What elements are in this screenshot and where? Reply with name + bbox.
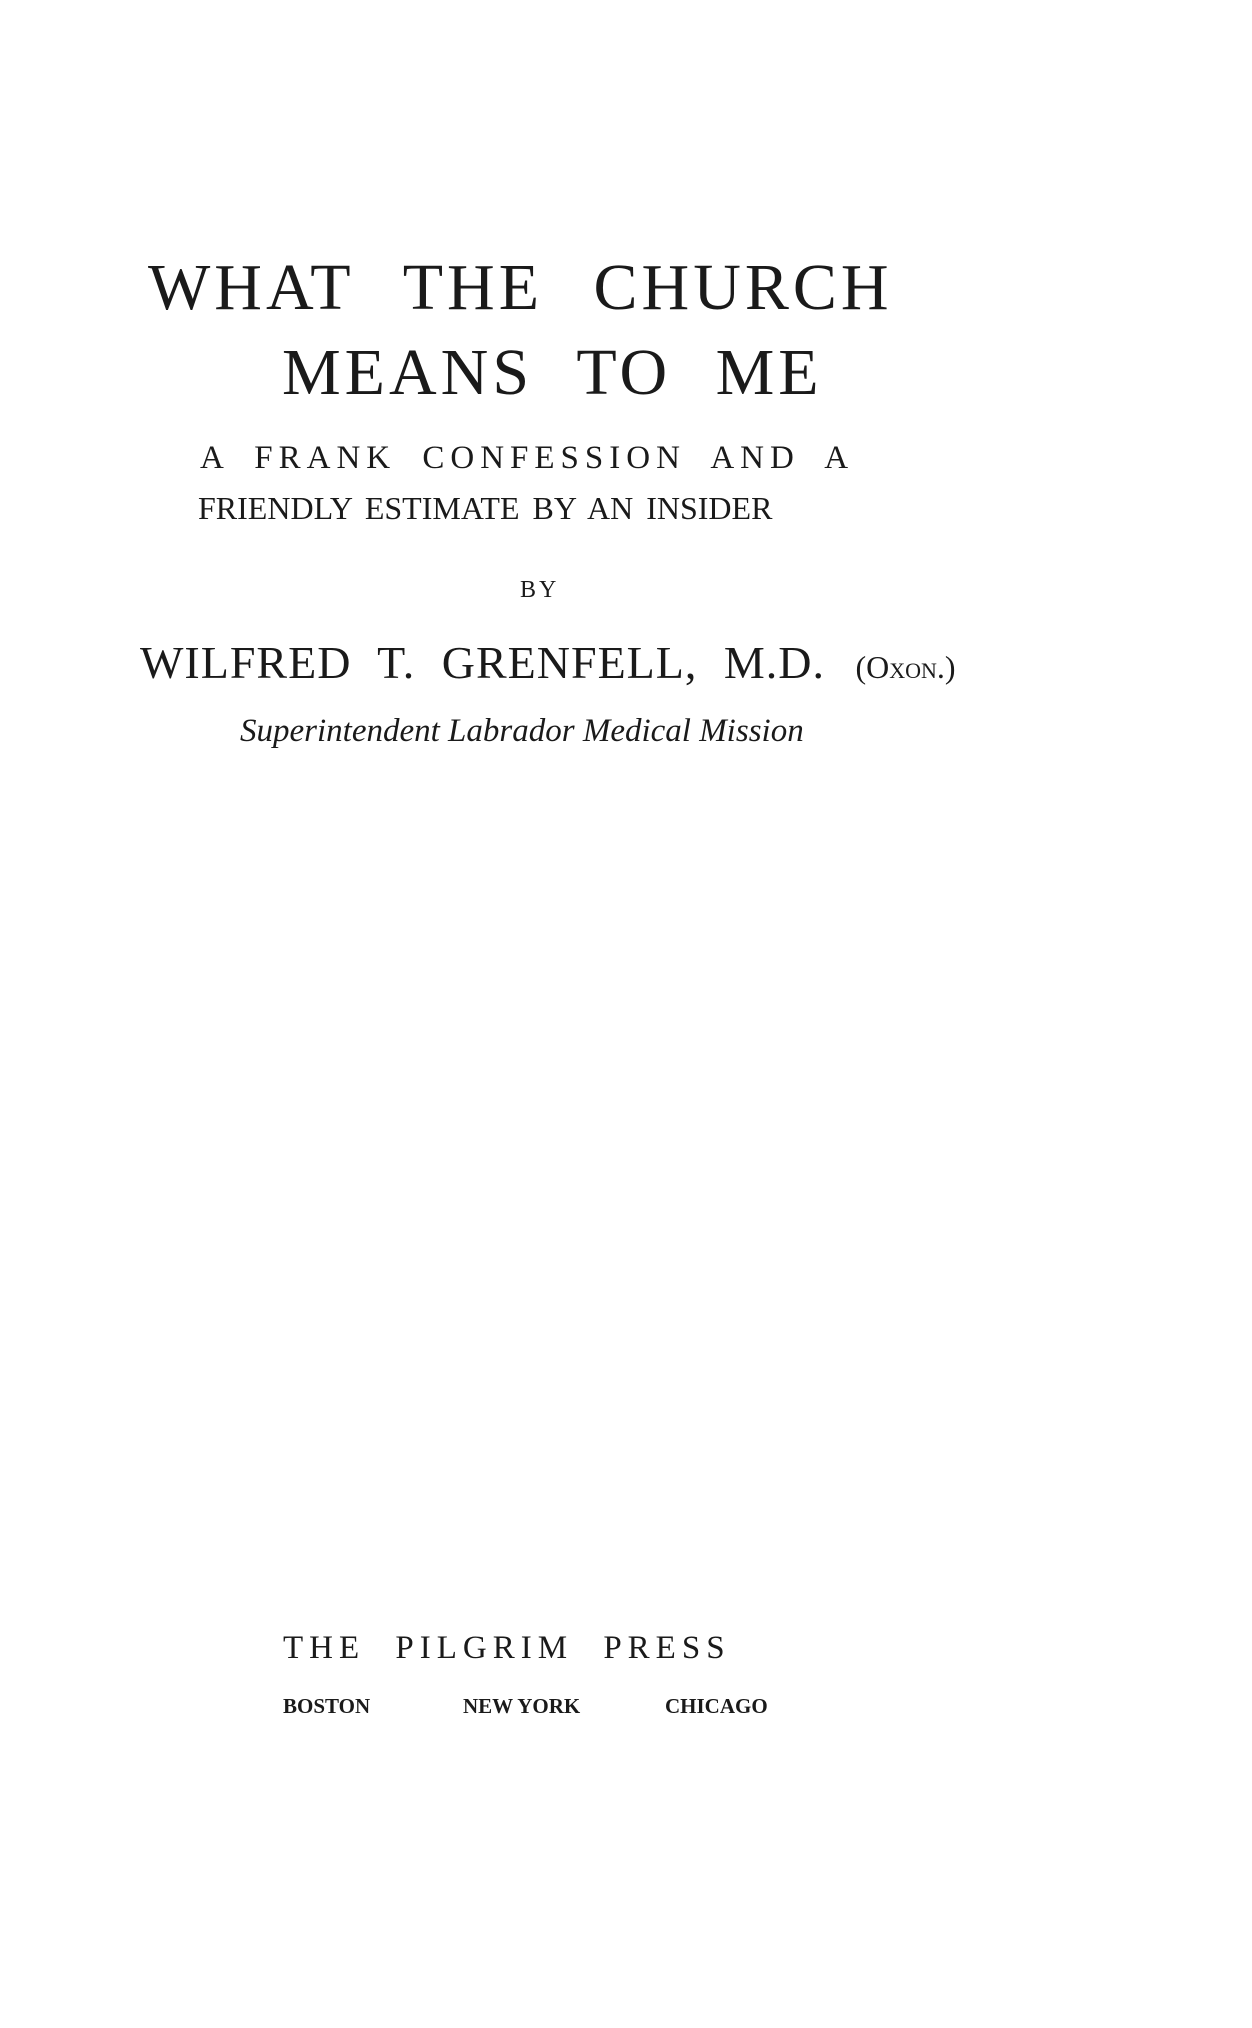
author-affiliation: Superintendent Labrador Medical Mission xyxy=(240,713,804,749)
byline: BY xyxy=(520,577,560,603)
subtitle-line-1: A FRANK CONFESSION AND A xyxy=(200,440,855,476)
publisher-city-boston: BOSTON xyxy=(283,1694,371,1718)
book-title-line-1: WHAT THE CHURCH xyxy=(148,251,893,324)
publisher-city-chicago: CHICAGO xyxy=(665,1694,768,1718)
publisher-name: THE PILGRIM PRESS xyxy=(283,1630,731,1666)
author-line xyxy=(140,637,956,688)
subtitle-line-2: FRIENDLY ESTIMATE BY AN INSIDER xyxy=(198,490,773,526)
publisher-city-new-york: NEW YORK xyxy=(463,1694,581,1718)
publisher-cities xyxy=(283,1694,805,1719)
author-name: WILFRED T. GRENFELL, M.D. xyxy=(140,637,825,688)
author-degree-note: (Oxon.) xyxy=(855,649,956,685)
book-title-line-2: MEANS TO ME xyxy=(282,336,823,409)
